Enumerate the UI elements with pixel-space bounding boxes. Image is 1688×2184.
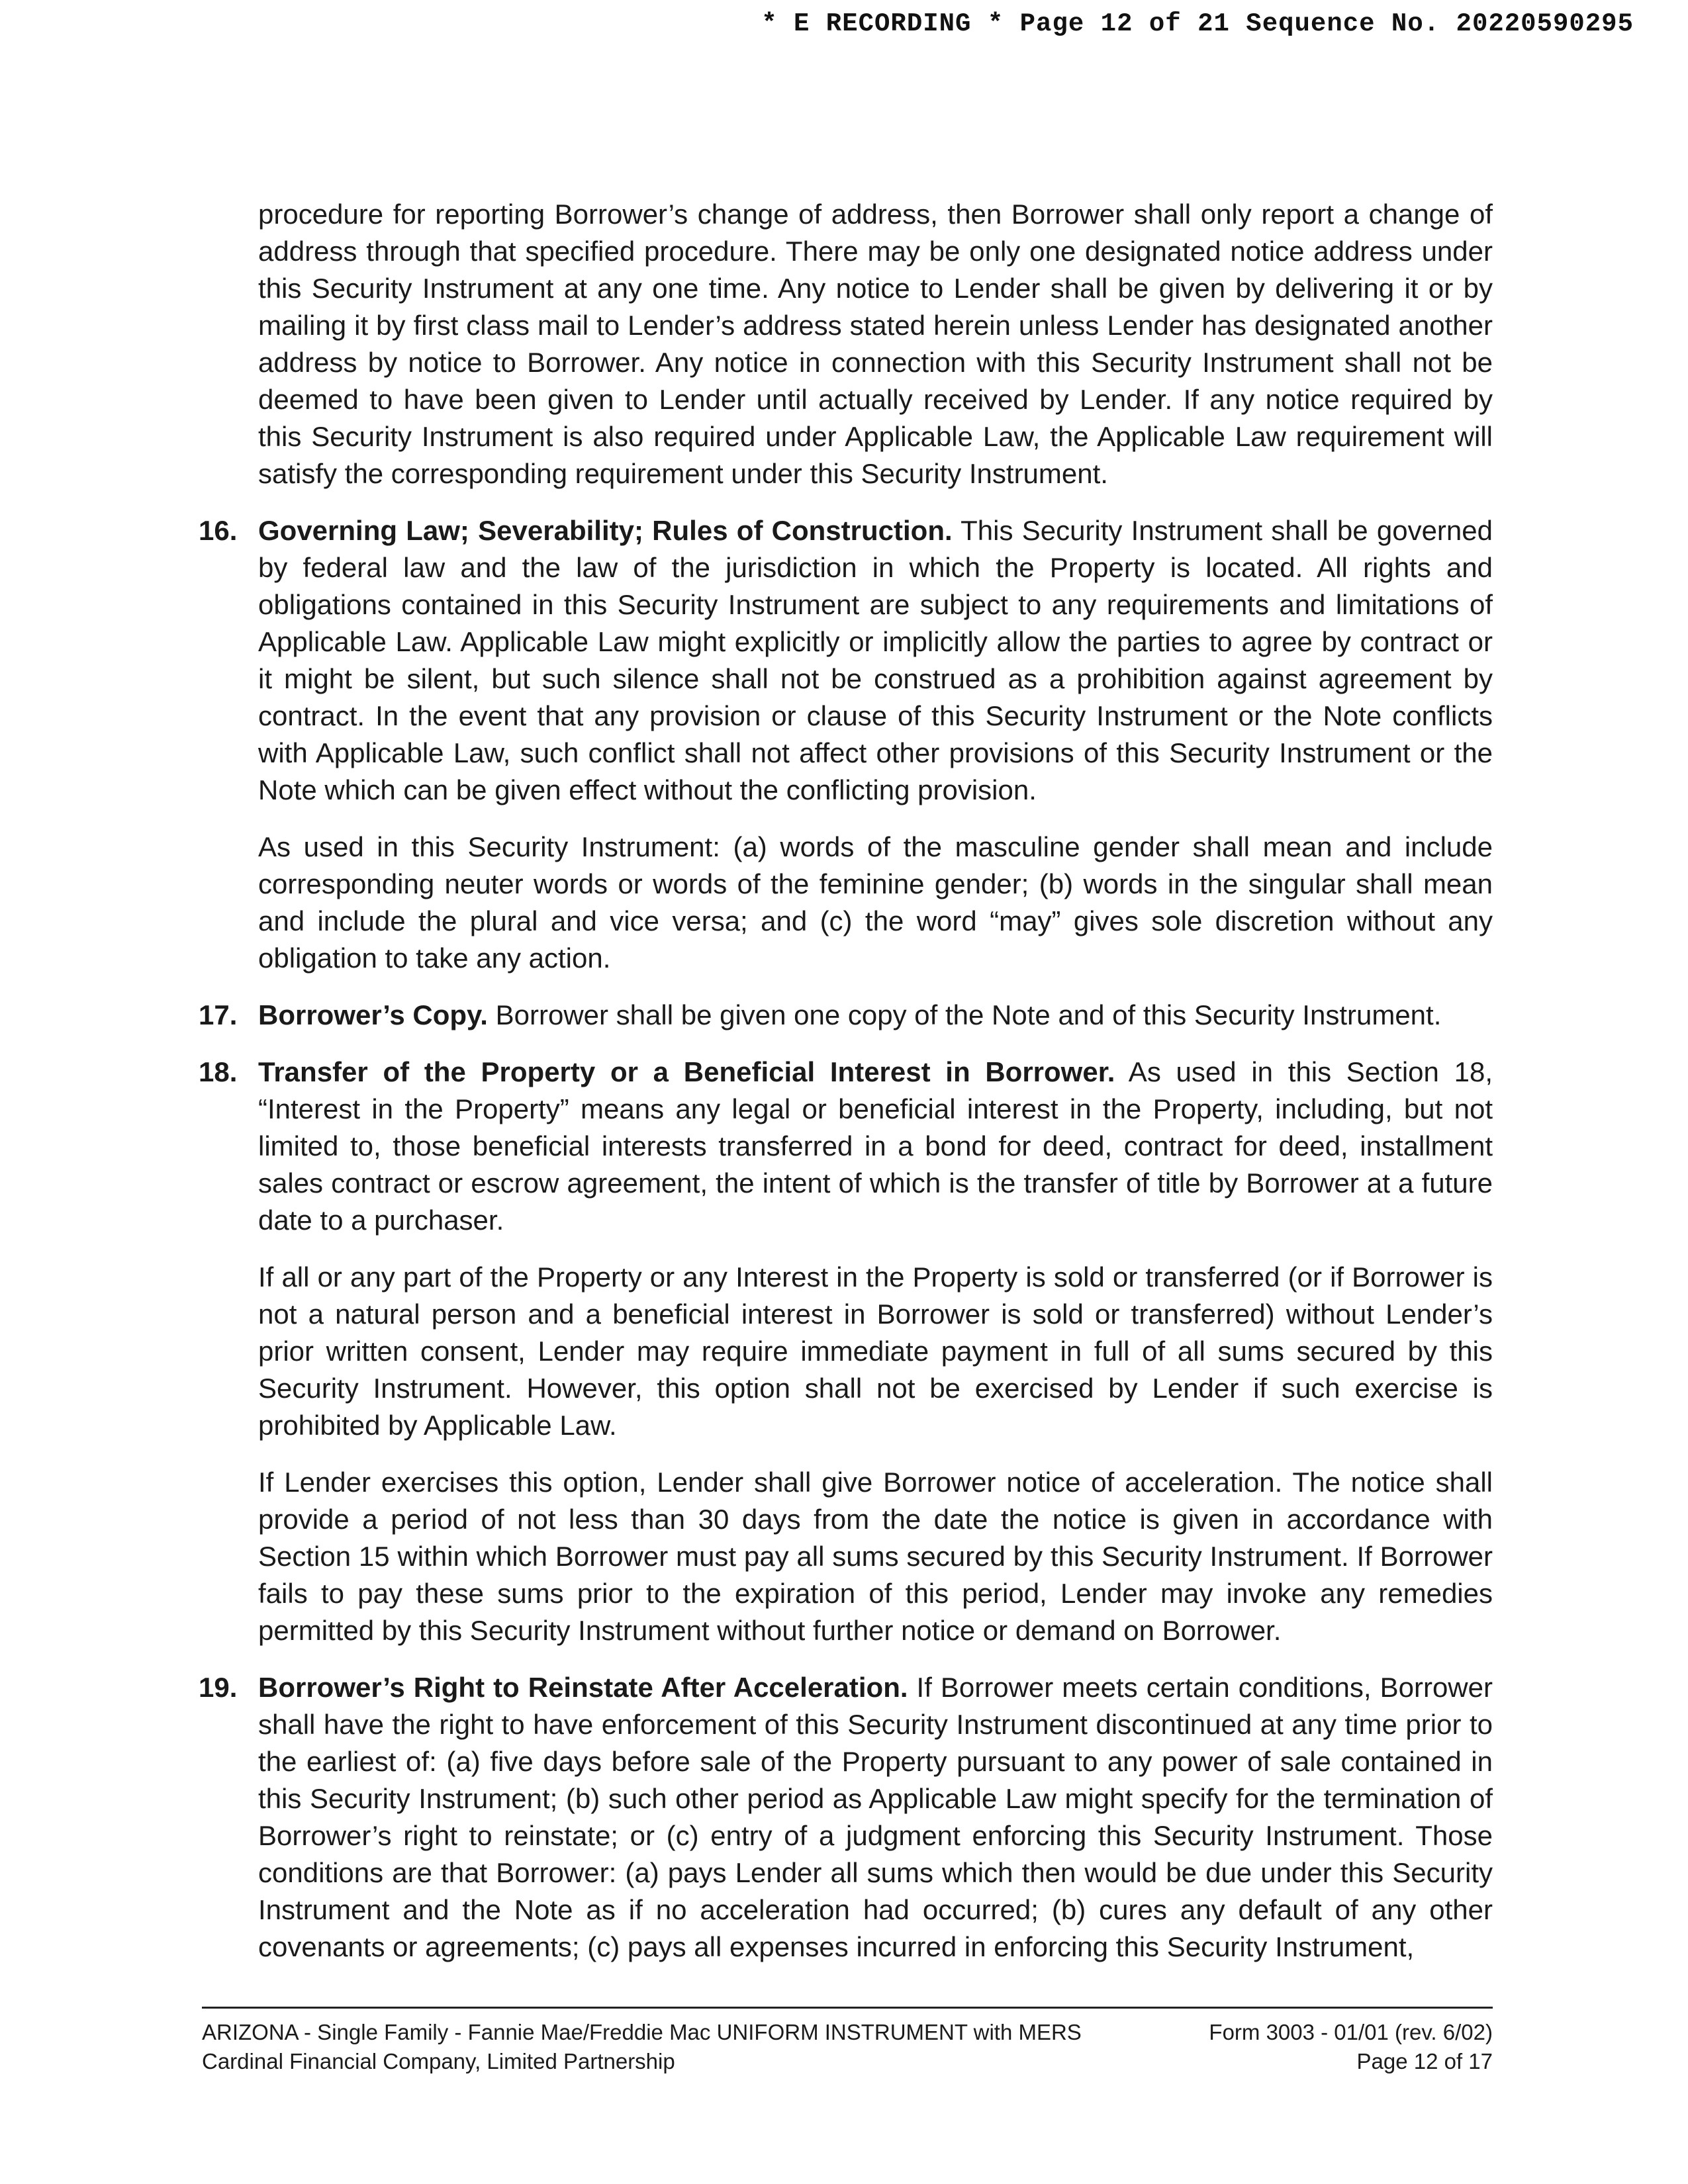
recording-stamp: * E RECORDING * Page 12 of 21 Sequence No. 20220590295 [761,9,1634,38]
section-19 [199,1669,1493,1966]
section-text: If Borrower meets certain conditions, Borrower shall have the right to have enforcement of this Security Instrument discontinued at any time prior to the earliest of: (a) five days before sale of the Property pursuant to any power of sale contained in this Security Instrument; (b) such other period as Applicable Law might specify for the termination of Borrower’s right to reinstate; or (c) entry of a judgment enforcing this Security Instrument. Those conditions are that Borrower: (a) pays Lender all sums which then would be due under this Security Instrument and the Note as if no acceleration had occurred; (b) cures any default of any other covenants or agreements; (c) pays all expenses incurred in enforcing this Security Instrument, [258,1672,1493,1962]
footer-lender-name: Cardinal Financial Company, Limited Partnership [202,2049,675,2073]
section-number: 19. [199,1672,238,1703]
footer-page-number: Page 12 of 17 [1356,2049,1493,2073]
continuation-paragraph: procedure for reporting Borrower’s change of address, then Borrower shall only report a change of address through that specified procedure. There may be only one designated notice address under this Security Instrument at any one time. Any notice to Lender shall be given by delivering it or by mailing it by first class mail to Lender’s address stated herein unless Lender has designated another address by notice to Borrower. Any notice in connection with this Security Instrument shall not be deemed to have been given to Lender until actually received by Lender. If any notice required by this Security Instrument is also required under Applicable Law, the Applicable Law requirement will satisfy the corresponding requirement under this Security Instrument. [258,199,1493,489]
footer-form-title: ARIZONA - Single Family - Fannie Mae/Freddie Mac UNIFORM INSTRUMENT with MERS [202,2020,1082,2044]
section-18 [199,1054,1493,1239]
document-body [199,196,1493,1985]
page-footer [202,2007,1493,2076]
section-18-paragraph-2: If all or any part of the Property or any Interest in the Property is sold or transferred (or if Borrower is not a natural person and a beneficial interest in Borrower is sold or transferred) without Lender’s prior written consent, Lender may require immediate payment in full of all sums secured by this Security Instrument. However, this option shall not be exercised by Lender if such exercise is prohibited by Applicable Law. [258,1261,1493,1441]
section-number: 16. [199,515,238,546]
section-18-paragraph-3: If Lender exercises this option, Lender shall give Borrower notice of acceleration. The notice shall provide a period of not less than 30 days from the date the notice is given in accordance with Section 15 within which Borrower must pay all sums secured by this Security Instrument. If Borrower fails to pay these sums prior to the expiration of this period, Lender may invoke any remedies permitted by this Security Instrument without further notice or demand on Borrower. [258,1467,1493,1646]
section-16-paragraph-2: As used in this Security Instrument: (a) words of the masculine gender shall mean and include corresponding neuter words or words of the feminine gender; (b) words in the singular shall mean and include the plural and vice versa; and (c) the word “may” gives sole discretion without any obligation to take any action. [258,831,1493,974]
section-heading: Transfer of the Property or a Beneficial Interest in Borrower. [258,1056,1115,1087]
section-text: As used in this Section 18, “Interest in the Property” means any legal or beneficial interest in the Property, including, but not limited to, those beneficial interests transferred in a bond for deed, contract for deed, installment sales contract or escrow agreement, the intent of which is the transfer of title by Borrower at a future date to a purchaser. [258,1056,1493,1236]
section-17 [199,997,1493,1034]
section-text: Borrower shall be given one copy of the Note and of this Security Instrument. [487,999,1442,1030]
section-16 [199,512,1493,809]
footer-form-number: Form 3003 - 01/01 (rev. 6/02) [1209,2020,1493,2044]
section-number: 18. [199,1056,238,1087]
section-heading: Governing Law; Severability; Rules of Construction. [258,515,953,546]
section-text: This Security Instrument shall be governed by federal law and the law of the jurisdiction in which the Property is located. All rights and obligations contained in this Security Instrument are subject to any requirements and limitations of Applicable Law. Applicable Law might explicitly or implicitly allow the parties to agree by contract or it might be silent, but such silence shall not be construed as a prohibition against agreement by contract. In the event that any provision or clause of this Security Instrument or the Note conflicts with Applicable Law, such conflict shall not affect other provisions of this Security Instrument or the Note which can be given effect without the conflicting provision. [258,515,1493,805]
section-heading: Borrower’s Copy. [258,999,488,1030]
section-heading: Borrower’s Right to Reinstate After Acceleration. [258,1672,908,1703]
section-number: 17. [199,999,238,1030]
